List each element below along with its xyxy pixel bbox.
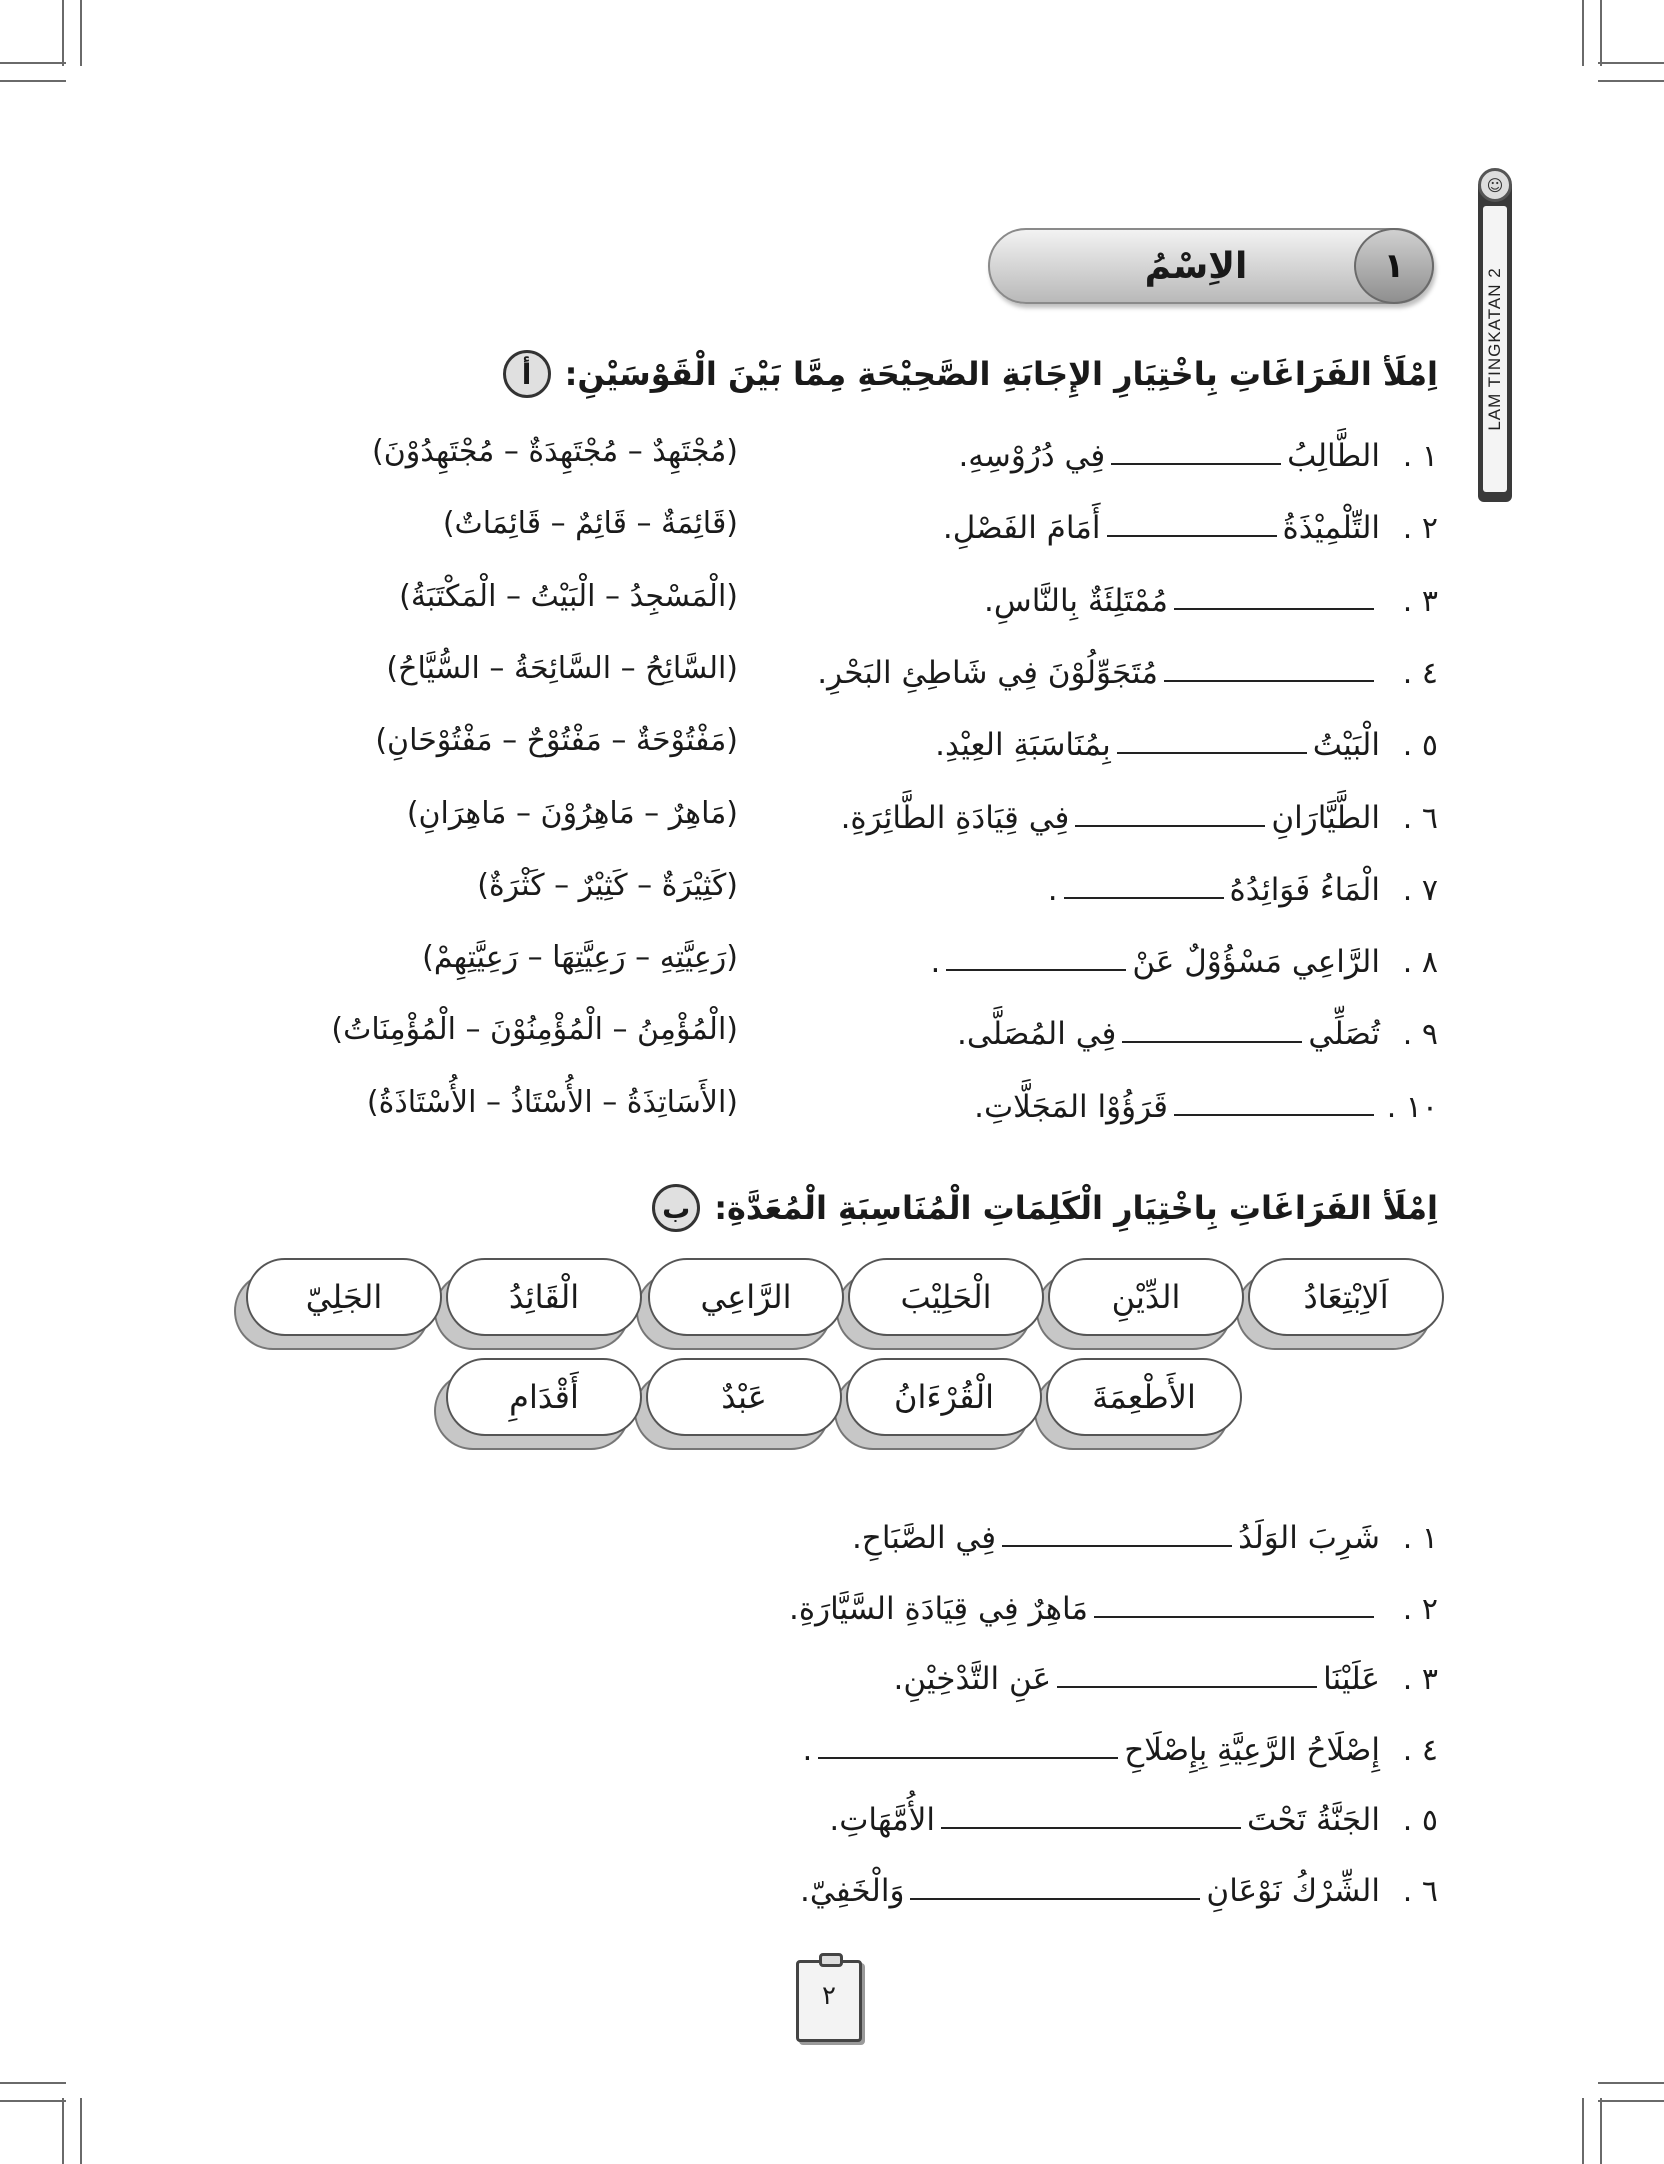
word-bank-option[interactable]: الجَلِيّ: [246, 1258, 442, 1336]
sentence-end: .: [930, 944, 941, 980]
sentence-end: قَرَؤُوْا المَجَلَّاتِ.: [974, 1089, 1168, 1125]
sentence-start: تُصَلِّي: [1308, 1016, 1380, 1052]
section-b-number: ٢ .: [1402, 1591, 1438, 1627]
sentence-start: إِصْلَاحُ الرَّعِيَّةِ بِإِصْلَاحِ: [1124, 1732, 1380, 1768]
section-a-number: ٩ .: [1402, 1016, 1438, 1052]
sentence-end: وَالْخَفِيّ.: [800, 1873, 905, 1909]
sentence-end: أَمَامَ الفَصْلِ.: [942, 510, 1101, 546]
crop-mark: [62, 2098, 64, 2164]
sentence-end: فِي الصَّبَاحِ.: [851, 1520, 997, 1556]
answer-blank[interactable]: [1057, 1684, 1317, 1688]
section-a-sentence: [817, 655, 1380, 691]
sentence-end: فِي المُصَلَّى.: [957, 1016, 1117, 1052]
section-b-sentence: [802, 1732, 1380, 1768]
section-a-row: [841, 790, 1438, 846]
sentence-end: مَاهِرٌ فِي قِيَادَةِ السَّيَّارَةِ.: [789, 1591, 1088, 1627]
section-b-row: [829, 1792, 1438, 1848]
side-tab: [1478, 180, 1512, 502]
sentence-start: الجَنَّةُ تَحْتَ: [1247, 1802, 1380, 1838]
answer-blank[interactable]: [1094, 1614, 1374, 1618]
sentence-start: الطَّيَّارَانِ: [1271, 800, 1380, 836]
sentence-start: التِّلْمِيْذَةُ: [1282, 510, 1380, 546]
word-bank-option[interactable]: الْحَلِيْبَ: [848, 1258, 1044, 1336]
answer-blank[interactable]: [1111, 461, 1281, 465]
sentence-end: .: [802, 1732, 813, 1768]
side-tab-panel: [1483, 206, 1507, 492]
section-a-sentence: [1048, 872, 1380, 908]
answer-options: (الأَسَاتِذَةُ – الأُسْتَاذُ – الأُسْتَاذَةُ): [366, 1085, 738, 1120]
section-a-sentence: [935, 727, 1380, 763]
word-bank-option[interactable]: الْقُرْءَانُ: [846, 1358, 1042, 1436]
answer-blank[interactable]: [1064, 895, 1224, 899]
sentence-start: عَلَيْنَا: [1323, 1661, 1380, 1697]
section-b-row: [852, 1510, 1438, 1566]
section-a-number: ٢ .: [1402, 510, 1438, 546]
section-a-row: [958, 428, 1438, 484]
crop-mark: [1600, 0, 1602, 66]
answer-blank[interactable]: [818, 1755, 1118, 1759]
section-a-number: ٤ .: [1402, 655, 1438, 691]
crop-mark: [1598, 2100, 1664, 2102]
unit-title: الاِسْمُ: [1144, 245, 1248, 287]
section-a-sentence: [984, 583, 1380, 619]
answer-blank[interactable]: [946, 967, 1126, 971]
sentence-start: شَرِبَ الوَلَدُ: [1238, 1520, 1380, 1556]
section-a-sentence: [974, 1089, 1380, 1125]
section-b-row: [893, 1651, 1438, 1707]
section-a-letter: أ: [503, 350, 551, 398]
section-b-row: [789, 1581, 1438, 1637]
section-a-row: [817, 645, 1438, 701]
crop-mark: [0, 2082, 66, 2084]
word-bank-option[interactable]: اَلاِبْتِعَادُ: [1248, 1258, 1444, 1336]
magnifier-icon: ☺: [1478, 168, 1512, 202]
crop-mark: [80, 0, 82, 66]
section-b-sentence: [893, 1661, 1380, 1697]
crop-mark: [0, 2100, 66, 2102]
section-b-number: ٣ .: [1402, 1661, 1438, 1697]
word-bank-option[interactable]: الأَطْعِمَةَ: [1046, 1358, 1242, 1436]
sentence-start: الشِّرْكُ نَوْعَانِ: [1206, 1873, 1380, 1909]
section-b-sentence: [829, 1802, 1380, 1838]
section-a-sentence: [841, 800, 1380, 836]
answer-options: (الْمَسْجِدُ – الْبَيْتُ – الْمَكْتَبَةُ): [399, 579, 738, 614]
crop-mark: [1598, 2082, 1664, 2084]
answer-blank[interactable]: [1174, 1112, 1374, 1116]
word-bank-option[interactable]: الرَّاعِي: [648, 1258, 844, 1336]
answer-blank[interactable]: [1107, 533, 1277, 537]
sentence-end: مُتَجَوِّلُوْنَ فِي شَاطِئِ البَحْرِ.: [817, 655, 1158, 691]
answer-blank[interactable]: [1164, 678, 1374, 682]
crop-mark: [1600, 2098, 1602, 2164]
section-a-number: ١٠ .: [1386, 1089, 1438, 1125]
crop-mark: [80, 2098, 82, 2164]
sentence-end: فِي دُرُوْسِهِ.: [958, 438, 1106, 474]
section-b-number: ٦ .: [1402, 1873, 1438, 1909]
crop-mark: [0, 80, 66, 82]
sentence-start: الرَّاعِي مَسْؤُوْلٌ عَنْ: [1132, 944, 1380, 980]
sentence-end: عَنِ التَّدْخِيْنِ.: [893, 1661, 1052, 1697]
section-a-heading: [503, 350, 1438, 398]
sentence-end: مُمْتَلِئَةٌ بِالنَّاسِ.: [984, 583, 1168, 619]
clipboard-clip: [819, 1953, 843, 1967]
answer-blank[interactable]: [1174, 606, 1374, 610]
section-b-row: [800, 1863, 1438, 1919]
answer-options: (مَاهِرٌ – مَاهِرُوْنَ – مَاهِرَانِ): [406, 796, 738, 831]
section-b-number: ١ .: [1402, 1520, 1438, 1556]
section-b-heading: [652, 1184, 1438, 1232]
page-number: ٢: [822, 1981, 836, 2011]
sentence-start: الطَّالِبُ: [1287, 438, 1380, 474]
sentence-start: الْبَيْتُ: [1312, 727, 1380, 763]
unit-number: ١: [1354, 228, 1434, 304]
answer-blank[interactable]: [910, 1896, 1200, 1900]
crop-mark: [0, 62, 66, 64]
section-a-sentence: [957, 1016, 1380, 1052]
section-a-number: ٦ .: [1402, 800, 1438, 836]
section-a-number: ٨ .: [1402, 944, 1438, 980]
section-a-row: [974, 1079, 1438, 1135]
section-b-number: ٥ .: [1402, 1802, 1438, 1838]
section-b-sentence: [800, 1873, 1380, 1909]
section-b-sentence: [852, 1520, 1380, 1556]
sentence-end: بِمُنَاسَبَةِ العِيْدِ.: [935, 727, 1111, 763]
word-bank-option[interactable]: الدِّيْنِ: [1048, 1258, 1244, 1336]
section-a-sentence: [943, 510, 1380, 546]
answer-options: (السَّائِحُ – السَّائِحَةُ – السُّيَّاحُ): [386, 651, 738, 686]
word-bank-option[interactable]: أَقْدَامِ: [446, 1358, 642, 1436]
answer-options: (رَعِيَّتِهِ – رَعِيَّتِهَا – رَعِيَّتِهِمْ): [422, 940, 738, 975]
section-a-row: [935, 717, 1438, 773]
crop-mark: [1598, 62, 1664, 64]
section-a-sentence: [930, 944, 1380, 980]
crop-mark: [1582, 0, 1584, 66]
crop-mark: [62, 0, 64, 66]
word-bank-option[interactable]: الْقَائِدُ: [446, 1258, 642, 1336]
section-b-number: ٤ .: [1402, 1732, 1438, 1768]
section-a-sentence: [958, 438, 1380, 474]
page-number-clipboard: [796, 1960, 862, 2042]
crop-mark: [1582, 2098, 1584, 2164]
crop-mark: [1598, 80, 1664, 82]
sentence-end: الأُمَّهَاتِ.: [829, 1802, 936, 1838]
section-b-instruction: اِمْلَأ الفَرَاغَاتِ بِاخْتِيَارِ الْكَلِمَاتِ الْمُنَاسِبَةِ الْمُعَدَّةِ:: [714, 1189, 1438, 1227]
section-a-row: [984, 573, 1438, 629]
answer-options: (قَائِمَةٌ – قَائِمٌ – قَائِمَاتٌ): [442, 506, 738, 541]
sentence-start: الْمَاءُ فَوَائِدُهُ: [1229, 872, 1380, 908]
section-a-row: [943, 500, 1438, 556]
answer-blank[interactable]: [1122, 1039, 1302, 1043]
section-b-letter: ب: [652, 1184, 700, 1232]
sentence-end: فِي قِيَادَةِ الطَّائِرَةِ.: [840, 800, 1070, 836]
section-a-instruction: اِمْلَأ الفَرَاغَاتِ بِاخْتِيَارِ الإِجَابَةِ الصَّحِيْحَةِ مِمَّا بَيْنَ الْقَوْسَيْنِ:: [564, 355, 1438, 393]
answer-blank[interactable]: [1075, 823, 1265, 827]
section-a-number: ١ .: [1402, 438, 1438, 474]
answer-blank[interactable]: [1002, 1543, 1232, 1547]
sentence-end: .: [1047, 872, 1058, 908]
answer-options: (مُجْتَهِدٌ – مُجْتَهِدَةٌ – مُجْتَهِدُوْنَ): [372, 434, 738, 469]
unit-banner: [988, 228, 1434, 304]
answer-blank[interactable]: [941, 1825, 1241, 1829]
section-b-row: [802, 1722, 1438, 1778]
section-a-row: [1048, 862, 1438, 918]
section-a-number: ٧ .: [1402, 872, 1438, 908]
section-b-sentence: [789, 1591, 1380, 1627]
section-a-row: [930, 934, 1438, 990]
answer-options: (مَفْتُوْحَةٌ – مَفْتُوْحٌ – مَفْتُوْحَانِ): [375, 723, 738, 758]
answer-blank[interactable]: [1117, 750, 1307, 754]
section-a-row: [957, 1006, 1438, 1062]
section-a-number: ٣ .: [1402, 583, 1438, 619]
section-a-number: ٥ .: [1402, 727, 1438, 763]
answer-options: (الْمُؤْمِنُ – الْمُؤْمِنُوْنَ – الْمُؤْمِنَاتُ): [331, 1012, 738, 1047]
side-tab-label: LAM TINGKATAN 2: [1485, 267, 1504, 431]
word-bank-option[interactable]: عَبْدٌ: [646, 1358, 842, 1436]
answer-options: (كَثِيْرَةٌ – كَثِيْرٌ – كَثْرَةٌ): [477, 868, 738, 903]
